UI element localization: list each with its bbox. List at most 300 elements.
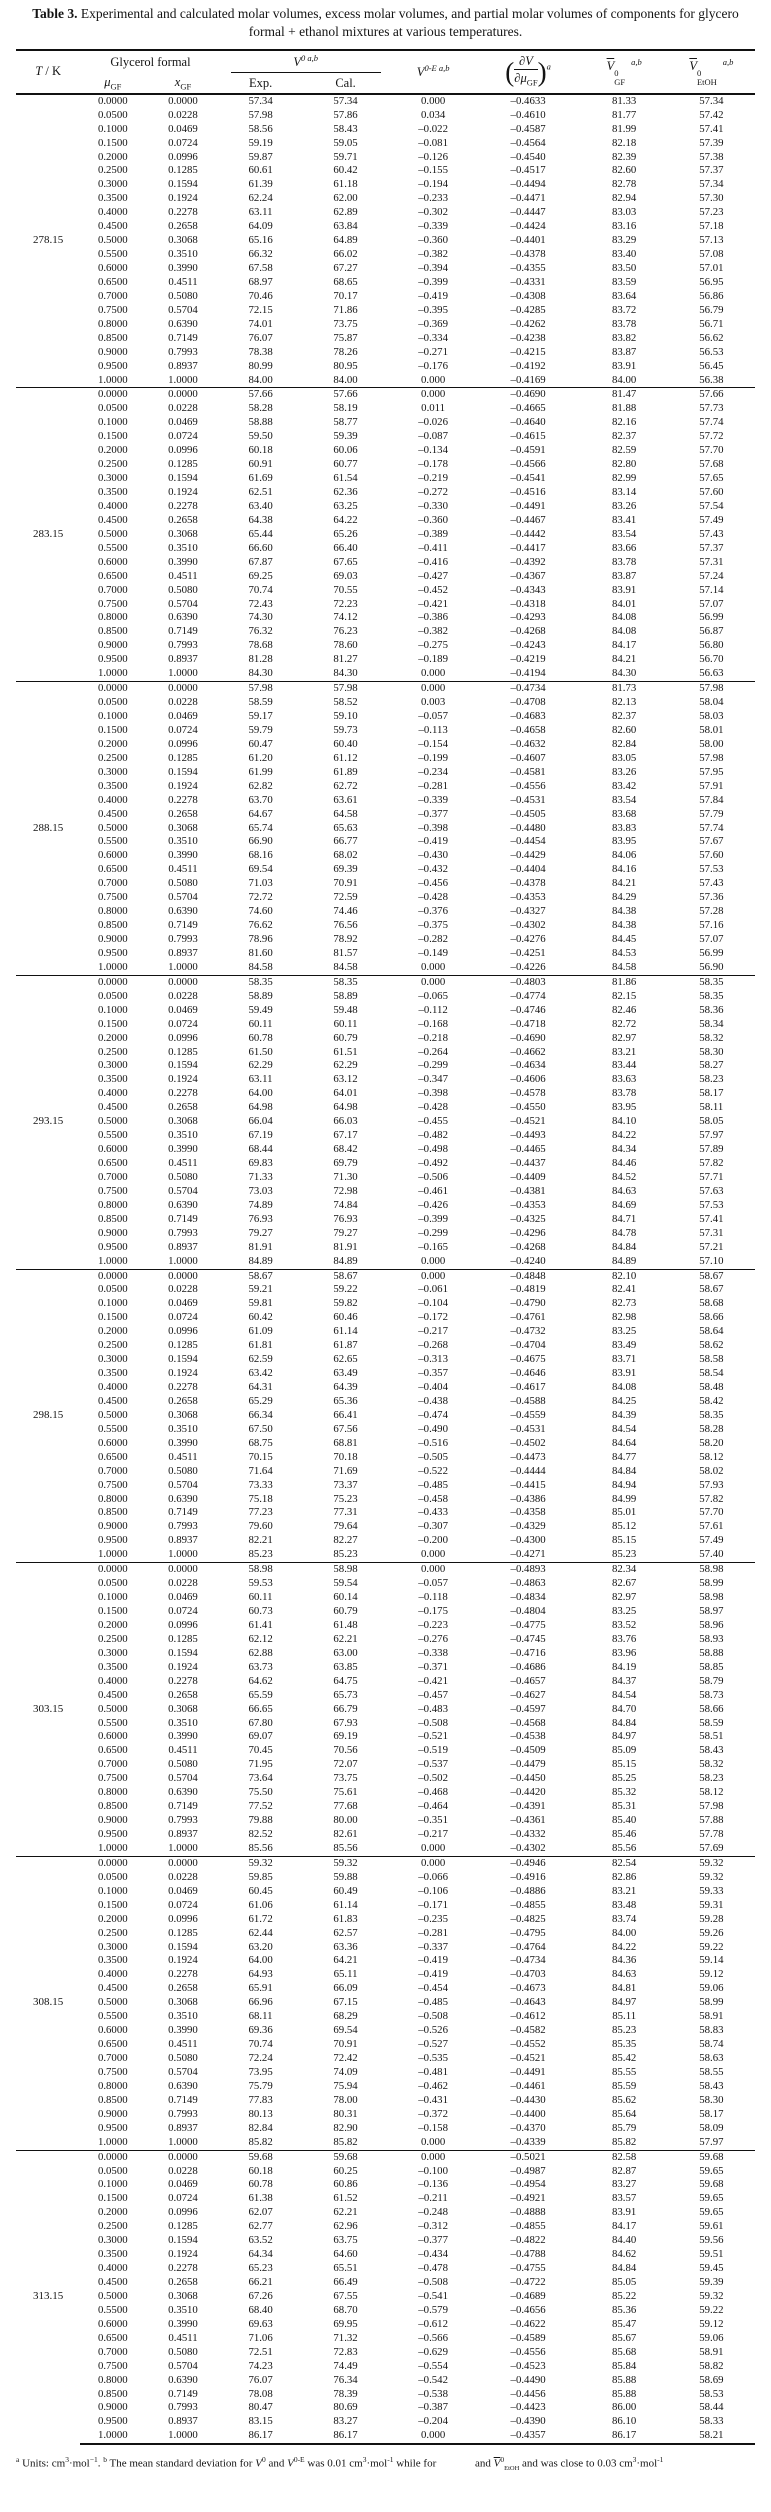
data-cell: 60.78 [248,2178,273,2191]
data-cell: 58.30 [699,2093,724,2106]
data-cell: 62.59 [248,1353,273,1366]
data-cell: 82.90 [333,2121,358,2134]
data-cell: –0.4987 [510,2164,546,2177]
data-cell: –0.189 [418,653,448,666]
data-cell: 57.91 [699,779,724,792]
data-cell: 0.0000 [80,975,145,989]
data-cell: 74.49 [333,2359,358,2372]
data-cell: 0.4000 [97,499,128,512]
data-cell: 65.74 [248,821,273,834]
data-cell: –0.4243 [510,639,546,652]
data-cell: –0.4332 [510,1828,546,1841]
data-cell: 0.5500 [97,835,128,848]
data-cell: 70.18 [333,1450,358,1463]
data-cell: 83.91 [612,583,637,596]
data-cell: 0.0000 [168,94,198,107]
data-cell: 66.77 [333,835,358,848]
data-cell: –0.4588 [510,1394,546,1407]
table-row [16,2220,755,2234]
data-cell: 63.25 [333,499,358,512]
data-cell: –0.462 [418,2079,448,2092]
data-cell: 82.86 [612,1870,637,1883]
data-cell: 0.4511 [168,569,198,582]
data-cell: 61.09 [248,1325,273,1338]
data-cell: 1.0000 [97,1841,128,1854]
data-cell: 68.16 [248,849,273,862]
data-cell: –0.4834 [510,1591,546,1604]
data-cell: –0.4716 [510,1646,546,1659]
data-cell: 84.81 [612,1982,637,1995]
table-row [16,290,755,304]
data-cell: 73.03 [248,1184,273,1197]
data-cell: 1.0000 [168,2135,198,2148]
data-cell: –0.235 [418,1912,448,1925]
data-cell: 82.97 [612,1031,637,1044]
data-cell: 0.2000 [97,737,128,750]
data-cell: 83.16 [612,220,637,233]
data-cell: 0.8000 [97,1198,128,1211]
data-cell: 83.15 [248,2415,273,2428]
data-cell: 72.72 [248,891,273,904]
table-row [16,528,755,542]
data-cell: 0.3990 [168,1730,198,1743]
data-cell: 0.6500 [97,1157,128,1170]
data-cell: 59.22 [699,2303,724,2316]
data-cell: –0.4689 [510,2289,546,2302]
data-cell: –0.4251 [510,946,546,959]
data-cell: 75.50 [248,1786,273,1799]
data-cell: 82.78 [612,178,637,191]
table-row [16,2178,755,2192]
data-cell: –0.4582 [510,2024,546,2037]
data-cell: 59.12 [699,1968,724,1981]
table-row [16,2346,755,2360]
data-cell: 82.16 [612,416,637,429]
data-cell: –0.421 [418,1674,448,1687]
footnote-part: -1 [387,2455,394,2465]
data-cell: 85.64 [612,2107,637,2120]
data-cell: 58.33 [699,2415,724,2428]
table-row [16,2122,755,2136]
data-cell: 0.5080 [168,1464,198,1477]
data-cell: 73.75 [333,317,358,330]
data-cell: 60.73 [248,1605,273,1618]
table-row [16,639,755,653]
data-cell: –0.281 [418,779,448,792]
data-cell: –0.427 [418,569,448,582]
data-cell: 85.15 [612,1758,637,1771]
data-cell: –0.4662 [510,1045,546,1058]
data-cell: 62.44 [248,1926,273,1939]
data-cell: 0.6000 [97,1143,128,1156]
data-cell: –0.4521 [510,1115,546,1128]
col-header-partial-molar-volume-gf: $\overline{V}$ 0 GF $^{a,b}$ [581,50,668,94]
data-cell: 0.3000 [97,1353,128,1366]
data-cell: 0.4511 [168,1744,198,1757]
table-row [16,1115,755,1129]
data-cell: –0.398 [418,821,448,834]
data-cell: –0.4509 [510,1744,546,1757]
data-cell: –0.542 [418,2373,448,2386]
data-cell: 0.8000 [97,2373,128,2386]
data-cell: –0.272 [418,486,448,499]
data-cell: 61.41 [248,1618,273,1631]
data-cell: 0.6000 [97,2024,128,2037]
data-cell: 0.9000 [97,933,128,946]
data-cell: 57.61 [699,1520,724,1533]
data-cell: 59.32 [699,1870,724,1883]
data-cell: 56.79 [699,303,724,316]
data-cell: 58.67 [221,1269,301,1283]
data-cell: 58.23 [699,1073,724,1086]
table-row [16,458,755,472]
data-cell: 62.96 [333,2220,358,2233]
data-cell: 85.12 [612,1520,637,1533]
data-cell: 0.5500 [97,2010,128,2023]
data-cell: 0.7000 [97,877,128,890]
data-cell: 59.79 [248,723,273,736]
data-cell: 76.56 [333,919,358,932]
data-cell: –0.485 [418,1996,448,2009]
data-cell: 62.82 [248,779,273,792]
data-cell: 1.0000 [168,373,198,386]
data-cell: 62.88 [248,1646,273,1659]
data-cell: 58.99 [699,1577,724,1590]
data-cell: 0.7149 [168,1506,198,1519]
data-cell: 62.29 [333,1059,358,1072]
data-cell: 84.17 [612,2220,637,2233]
col-group-molar-volume: $V^{0 a,b}$ [221,50,391,74]
table-row [16,1367,755,1381]
data-cell: 64.00 [248,1087,273,1100]
data-cell: 0.2500 [97,2220,128,2233]
data-cell: –0.4559 [510,1408,546,1421]
data-cell: 0.000 [420,1548,446,1561]
data-cell: 0.0000 [80,1563,145,1577]
data-cell: 84.30 [248,667,273,680]
data-cell: 0.3500 [97,1954,128,1967]
data-cell: 60.42 [333,164,358,177]
data-cell: 0.0228 [168,2164,198,2177]
data-cell: 0.1594 [168,1940,198,1953]
data-cell: –0.434 [418,2248,448,2261]
data-cell: 84.54 [612,1688,637,1701]
data-cell: 58.01 [699,723,724,736]
data-cell: –0.4675 [510,1353,546,1366]
data-cell: 69.39 [333,863,358,876]
data-cell: –0.527 [418,2038,448,2051]
data-cell: 64.60 [333,2248,358,2261]
data-cell: 68.75 [248,1436,273,1449]
data-cell: 81.77 [612,108,637,121]
data-cell: –0.4607 [510,751,546,764]
data-cell: 82.61 [333,1828,358,1841]
data-cell: 59.85 [248,1870,273,1883]
data-cell: –0.4392 [510,555,546,568]
data-cell: 0.7000 [97,1464,128,1477]
data-cell: 58.91 [699,2345,724,2358]
data-cell: 85.82 [612,2135,637,2148]
data-cell: 82.84 [612,737,637,750]
data-cell: 0.9500 [97,1534,128,1547]
data-cell: –0.4516 [510,486,546,499]
data-cell: 58.54 [699,1367,724,1380]
data-cell: –0.4415 [510,1478,546,1491]
data-cell: 0.000 [420,1841,446,1854]
data-cell: 58.23 [699,1772,724,1785]
data-cell: 57.36 [699,891,724,904]
table-row [16,598,755,612]
data-cell: 0.0228 [168,1283,198,1296]
data-cell: 60.79 [333,1605,358,1618]
data-cell: 1.0000 [97,960,128,973]
data-cell: –0.4531 [510,793,546,806]
data-cell: 60.11 [248,1591,273,1604]
data-cell: 74.89 [248,1198,273,1211]
data-cell: –0.339 [418,793,448,806]
data-cell: 0.0996 [168,150,198,163]
table-row [16,1032,755,1046]
data-cell: 84.53 [612,946,637,959]
data-cell: –0.155 [418,164,448,177]
data-cell: –0.4597 [510,1702,546,1715]
table-row [16,1199,755,1213]
data-cell: –0.4505 [510,807,546,820]
data-cell: 71.03 [248,877,273,890]
data-cell: –0.081 [418,136,448,149]
data-cell: 0.3510 [168,1129,198,1142]
table-row [16,1661,755,1675]
data-cell: 66.02 [333,248,358,261]
data-cell: 0.3990 [168,2317,198,2330]
table-row [16,1744,755,1758]
data-cell: 86.17 [300,2429,390,2444]
table-row [16,1395,755,1409]
data-cell: 57.74 [699,821,724,834]
col-header-temperature: T / K [16,50,80,94]
data-cell: 70.46 [248,289,273,302]
table-row [16,374,755,388]
data-cell: 59.81 [248,1297,273,1310]
footnote-part: 0-E [293,2455,305,2465]
data-cell: –0.505 [418,1450,448,1463]
data-cell: –0.4946 [476,1856,581,1870]
data-cell: 84.71 [612,1212,637,1225]
data-cell: 58.68 [699,1297,724,1310]
data-cell: –0.4683 [510,710,546,723]
data-cell: 69.83 [248,1157,273,1170]
data-cell: 59.51 [699,2248,724,2261]
data-cell: 84.97 [612,1730,637,1743]
data-cell: 0.8937 [168,2121,198,2134]
data-cell: –0.4690 [476,388,581,402]
data-cell: 63.12 [333,1073,358,1086]
data-cell: 0.0228 [168,696,198,709]
data-cell: 0.3000 [97,765,128,778]
data-cell: –0.087 [418,430,448,443]
data-cell: 64.67 [248,807,273,820]
data-cell: –0.389 [418,527,448,540]
data-cell: 0.3510 [168,835,198,848]
data-cell: 64.58 [333,807,358,820]
data-cell: 65.23 [248,2262,273,2275]
data-cell: 0.3068 [168,1408,198,1421]
data-cell: 82.41 [612,1283,637,1296]
data-cell: 58.96 [699,1618,724,1631]
data-cell: –0.281 [418,1926,448,1939]
data-cell: 82.27 [333,1534,358,1547]
data-cell: 0.0724 [168,1311,198,1324]
data-cell: 57.98 [699,1800,724,1813]
table-caption [14,5,757,40]
table-row [16,2262,755,2276]
data-cell: 0.0000 [80,2150,145,2164]
data-cell: 59.82 [333,1297,358,1310]
data-cell: 0.000 [420,373,446,386]
data-cell: 0.6000 [97,849,128,862]
data-cell: 59.39 [333,430,358,443]
data-cell: –0.4541 [510,472,546,485]
data-cell: 59.32 [699,2289,724,2302]
data-cell: –0.313 [418,1353,448,1366]
data-cell: 61.52 [333,2192,358,2205]
table-row [16,2010,755,2024]
data-cell: 59.19 [248,136,273,149]
data-cell: –0.4855 [510,1898,546,1911]
data-cell: 0.8000 [97,317,128,330]
data-cell: 85.82 [248,2135,273,2148]
data-cell: 0.2658 [168,807,198,820]
table-row [16,444,755,458]
data-cell: 0.4511 [168,1450,198,1463]
data-cell: –0.4745 [510,1632,546,1645]
data-cell: 0.9500 [97,2121,128,2134]
data-cell: 85.25 [612,1772,637,1785]
data-cell: 74.23 [248,2359,273,2372]
data-cell: 0.8937 [168,359,198,372]
data-cell: –0.026 [418,416,448,429]
data-cell: 0.9500 [97,946,128,959]
data-cell: 63.73 [248,1660,273,1673]
data-cell: 59.68 [668,2150,755,2164]
data-cell: 60.86 [333,2178,358,2191]
table-row [16,151,755,165]
data-cell: 0.0500 [97,1283,128,1296]
data-cell: 0.1285 [168,1632,198,1645]
col-group-glycerol-formal: Glycerol formal [80,50,220,74]
data-cell: 0.7149 [168,625,198,638]
data-cell: 0.0469 [168,710,198,723]
data-cell: 57.74 [699,416,724,429]
data-cell: 84.58 [612,960,637,973]
table-row [16,947,755,961]
data-cell: 83.91 [612,2206,637,2219]
data-cell: –0.219 [418,472,448,485]
data-cell: 82.97 [612,1591,637,1604]
data-cell: –0.454 [418,1982,448,1995]
data-cell: 0.3510 [168,1716,198,1729]
data-cell: 58.88 [699,1646,724,1659]
col-header-partial-molar-volume-etoh: $\overline{V}$ 0 EtOH $^{a,b}$ [668,50,755,94]
data-cell: 0.000 [420,1254,446,1267]
data-cell: 0.7000 [97,2345,128,2358]
data-cell: 0.0000 [80,1269,145,1283]
data-cell: 0.6500 [97,1450,128,1463]
table-row [16,2150,755,2164]
table-row [16,2038,755,2052]
data-cell: 83.72 [612,303,637,316]
data-cell: –0.347 [418,1073,448,1086]
data-cell: –0.4355 [510,262,546,275]
data-cell: –0.248 [418,2206,448,2219]
data-cell: 0.1500 [97,2192,128,2205]
right-paren: ) [537,56,547,87]
data-cell: 58.30 [699,1045,724,1058]
data-cell: 58.55 [699,2065,724,2078]
data-cell: –0.4617 [510,1381,546,1394]
data-cell: –0.334 [418,331,448,344]
data-cell: 83.42 [612,779,637,792]
data-cell: 59.10 [333,710,358,723]
data-cell: –0.419 [418,835,448,848]
data-cell: 0.0469 [168,1591,198,1604]
data-cell: 73.95 [248,2065,273,2078]
data-cell: –0.4795 [510,1926,546,1939]
data-cell: –0.4722 [510,2276,546,2289]
data-cell: 0.0500 [97,108,128,121]
data-cell: 85.55 [612,2065,637,2078]
data-cell: 58.66 [699,1702,724,1715]
data-cell: 84.70 [612,1702,637,1715]
table-row [16,2136,755,2150]
data-cell: 83.03 [612,206,637,219]
data-cell: 0.3500 [97,192,128,205]
data-cell: 58.43 [333,122,358,135]
data-cell: 65.51 [333,2262,358,2275]
data-cell: 67.27 [333,262,358,275]
table-row [16,1941,755,1955]
data-cell: 69.79 [333,1157,358,1170]
data-cell: 84.08 [612,625,637,638]
data-cell: 0.1285 [168,751,198,764]
data-cell: 64.93 [248,1968,273,1981]
data-cell: –0.4491 [510,2065,546,2078]
data-cell: 57.63 [699,1184,724,1197]
data-cell: –0.4774 [510,989,546,1002]
data-cell: 0.5000 [97,2289,128,2302]
data-cell: 85.56 [333,1841,358,1854]
data-cell: 67.93 [333,1716,358,1729]
data-cell: 0.3500 [97,779,128,792]
data-cell: –0.4538 [510,1730,546,1743]
data-cell: –0.4461 [510,2079,546,2092]
data-cell: 58.21 [668,2429,755,2444]
data-cell: 0.3000 [97,472,128,485]
data-cell: 0.8000 [97,2079,128,2092]
table-row [16,1437,755,1451]
data-cell: 85.22 [612,2289,637,2302]
data-cell: 0.9500 [97,653,128,666]
data-cell: 85.23 [248,1548,273,1561]
data-cell: 0.9500 [97,359,128,372]
data-cell: 0.0000 [145,1563,220,1577]
data-cell: 0.0500 [97,2164,128,2177]
data-cell: 72.15 [248,303,273,316]
data-cell: –0.522 [418,1464,448,1477]
data-cell: –0.4632 [510,737,546,750]
data-cell: 62.57 [333,1926,358,1939]
data-cell: –0.176 [418,359,448,372]
